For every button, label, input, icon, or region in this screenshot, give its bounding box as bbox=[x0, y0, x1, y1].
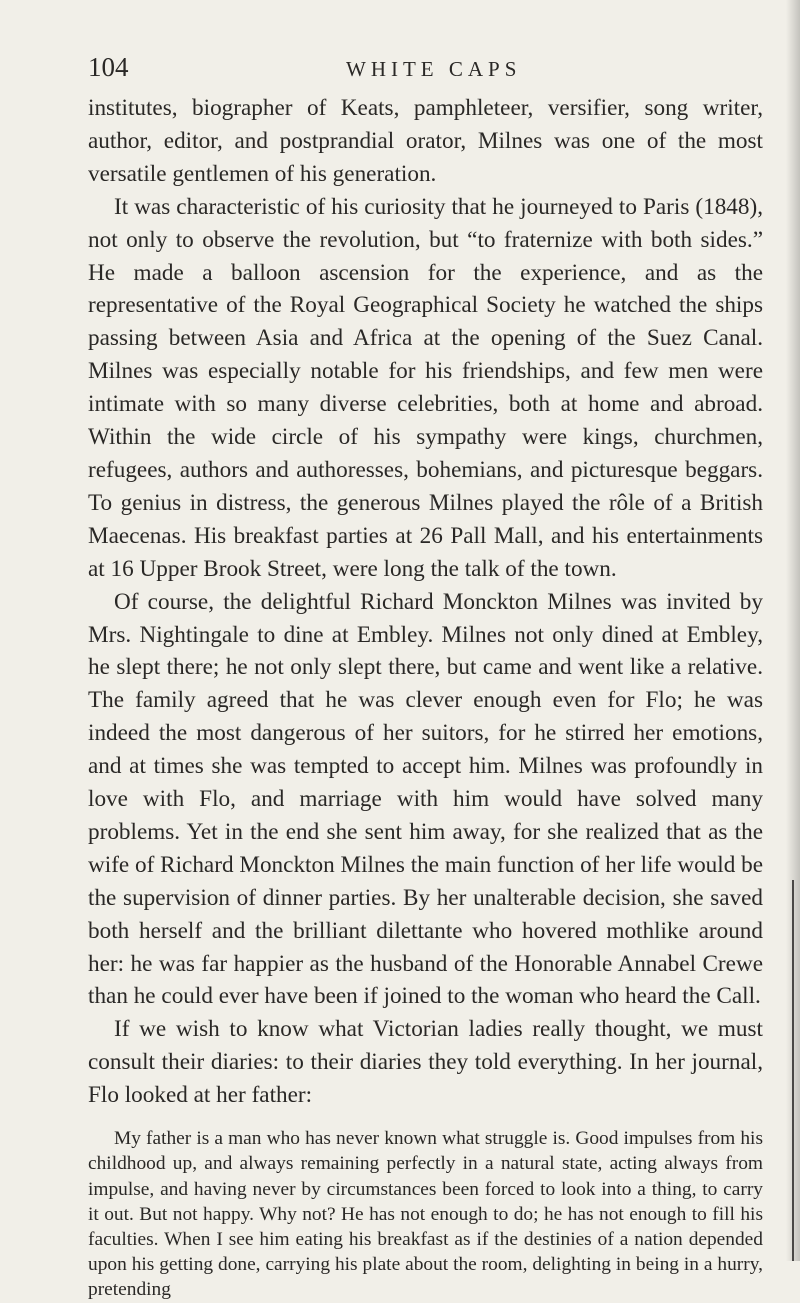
page-header bbox=[88, 52, 724, 88]
paragraph-paris-journey: It was characteristic of his curiosity that he journeyed to Paris (1848), not only to observe the revolution, but “to fraternize with both sides.” He made a balloon ascension for the experience, and as the representative of the Royal Geographical Society he watched the ships passing between Asia and Africa at the opening of the Suez Canal. Milnes was especially notable for his friendships, and few men were intimate with so many diverse celebrities, both at home and abroad. Within the wide circle of his sympathy were kings, churchmen, refugees, authors and authoresses, bohemians, and picturesque beggars. To genius in distress, the generous Milnes played the rôle of a British Maecenas. His breakfast parties at 26 Pall Mall, and his entertainments at 16 Upper Brook Street, were long the talk of the town. bbox=[88, 193, 763, 582]
binding-edge-line bbox=[792, 880, 794, 1261]
paragraph-continuation: institutes, biographer of Keats, pamphleteer, versifier, song writer, author, editor, and postprandial orator, Milnes was one of the most versatile gentlemen of his generation. bbox=[88, 95, 763, 187]
paragraph-embley: Of course, the delightful Richard Monckton Milnes was invited by Mrs. Nightingale to dine at Embley. Milnes not only dined at Embley, he slept there; he not only slept there, but came and went like a relative. The family agreed that he was clever enough even for Flo; he was indeed the most dangerous of her suitors, for he stirred her emotions, and at times she was tempted to accept him. Milnes was profoundly in love with Flo, and marriage with him would have solved many problems. Yet in the end she sent him away, for she realized that as the wife of Richard Monckton Milnes the main function of her life would be the supervision of dinner parties. By her unalterable decision, she saved both herself and the brilliant dilettante who hovered mothlike around her: he was far happier as the husband of the Honorable Annabel Crewe than he could ever have been if joined to the woman who heard the Call. bbox=[88, 588, 763, 1010]
page-number: 104 bbox=[88, 52, 129, 82]
journal-quote: My father is a man who has never known what struggle is. Good impulses from his childhood up, and always remaining perfectly in a natural state, acting always from impulse, and having never by circumstances been forced to look into a thing, to carry it out. But not happy. Why not? He has not enough to do; he has not enough to fill his faculties. When I see him eating his breakfast as if the destinies of a nation depended upon his getting done, carrying his plate about the room, delighting in being in a hurry, pretending bbox=[88, 1128, 763, 1301]
body-text bbox=[88, 92, 763, 1303]
paragraph-diaries: If we wish to know what Victorian ladies really thought, we must consult their diaries: to their diaries they told everything. In her journal, Flo looked at her father: bbox=[88, 1016, 763, 1109]
running-head: WHITE CAPS bbox=[346, 57, 522, 81]
